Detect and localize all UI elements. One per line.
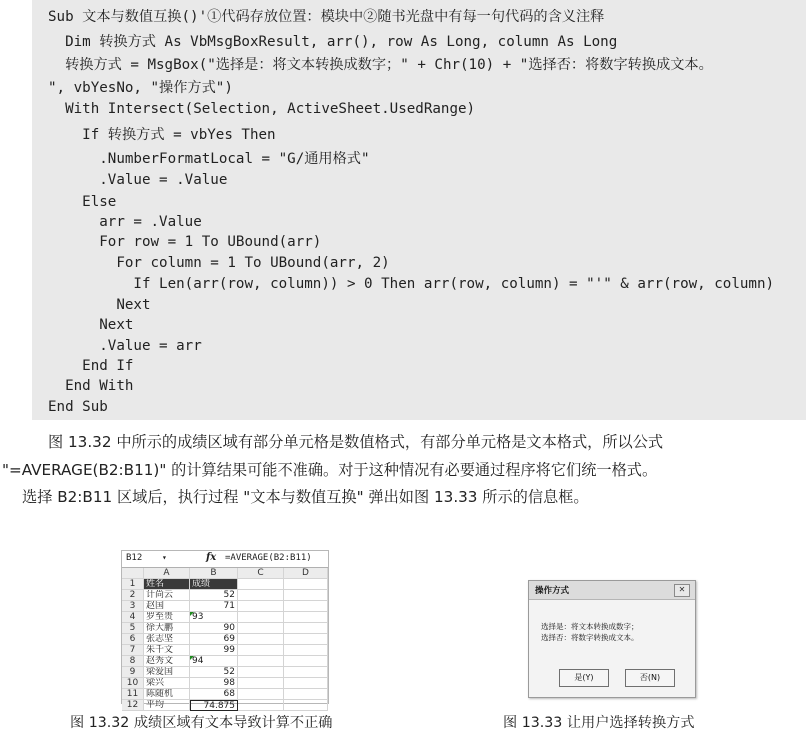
cell-name: 朱千文 — [144, 645, 190, 656]
formula-bar — [122, 551, 328, 568]
column-header: C — [238, 568, 284, 579]
column-header: B — [190, 568, 238, 579]
code-line: If 转换方式 = vbYes Then — [48, 127, 276, 143]
column-header: D — [284, 568, 328, 579]
dialog-title: 操作方式 — [535, 586, 570, 596]
text-format-marker-icon — [190, 612, 194, 616]
cell-empty — [284, 678, 328, 689]
code-line: End With — [48, 378, 134, 394]
code-line: .Value = arr — [48, 338, 202, 354]
cell-score: 74.875 — [190, 700, 238, 711]
cell-empty — [284, 634, 328, 645]
cell-name: 罗至贵 — [144, 612, 190, 623]
cell-name: 姓名 — [144, 579, 190, 590]
cell-empty — [238, 579, 284, 590]
code-line: 转换方式 = MsgBox("选择是：将文本转换成数字；" + Chr(10) + "选择否：将数字转换成文本。 — [48, 57, 713, 73]
code-line: .NumberFormatLocal = "G/通用格式" — [48, 151, 370, 167]
cell-name: 陈随机 — [144, 689, 190, 700]
sheet-grid — [122, 568, 328, 711]
code-line: End Sub — [48, 399, 108, 415]
select-all-corner — [122, 568, 144, 579]
body-paragraph: 选择 B2:B11 区域后，执行过程 "文本与数值互换" 弹出如图 13.33 所示的信息框。 — [22, 488, 589, 506]
row-header: 7 — [122, 645, 144, 656]
formula-text: =AVERAGE(B2:B11) — [225, 553, 312, 563]
cell-empty — [284, 667, 328, 678]
spreadsheet-figure — [121, 550, 329, 711]
row-header: 10 — [122, 678, 144, 689]
row-header: 11 — [122, 689, 144, 700]
cell-score: 94 — [190, 656, 238, 667]
cell-empty — [238, 590, 284, 601]
code-line: Dim 转换方式 As VbMsgBoxResult, arr(), row As Long, column As Long — [48, 34, 618, 50]
cell-empty — [284, 579, 328, 590]
cell-empty — [238, 634, 284, 645]
chevron-down-icon: ▾ — [162, 553, 167, 562]
cell-score: 52 — [190, 590, 238, 601]
cell-empty — [238, 700, 284, 711]
cell-score: 69 — [190, 634, 238, 645]
code-line: Sub 文本与数值互换()'①代码存放位置：模块中②随书光盘中有每一句代码的含义注释 — [48, 9, 605, 25]
figure-caption: 图 13.32 成绩区域有文本导致计算不正确 — [70, 715, 333, 731]
cell-empty — [238, 612, 284, 623]
cell-name: 赵秀文 — [144, 656, 190, 667]
cell-name: 梁兴 — [144, 678, 190, 689]
function-icon: fx — [206, 552, 217, 563]
cell-score: 68 — [190, 689, 238, 700]
code-block — [32, 0, 806, 420]
cell-empty — [238, 623, 284, 634]
name-box: B12 — [126, 553, 143, 563]
row-header: 2 — [122, 590, 144, 601]
code-line: With Intersect(Selection, ActiveSheet.UsedRange) — [48, 101, 476, 117]
cell-name: 徐大鹏 — [144, 623, 190, 634]
cell-score: 71 — [190, 601, 238, 612]
cell-score: 98 — [190, 678, 238, 689]
row-header: 5 — [122, 623, 144, 634]
cell-empty — [284, 623, 328, 634]
row-header: 8 — [122, 656, 144, 667]
figure-caption: 图 13.33 让用户选择转换方式 — [503, 715, 695, 731]
body-paragraph: "=AVERAGE(B2:B11)" 的计算结果可能不准确。对于这种情况有必要通过程序将它们统一格式。 — [2, 461, 658, 479]
code-line: Next — [48, 317, 134, 333]
row-header: 12 — [122, 700, 144, 711]
cell-empty — [284, 612, 328, 623]
code-line: arr = .Value — [48, 214, 202, 230]
cell-name: 张志坚 — [144, 634, 190, 645]
cell-empty — [238, 689, 284, 700]
dialog-title-bar — [529, 581, 695, 600]
dialog-message-line: 选择是：将文本转换成数字； — [541, 622, 639, 631]
cell-name: 梁爱国 — [144, 667, 190, 678]
cell-empty — [238, 667, 284, 678]
cell-score: 成绩 — [190, 579, 238, 590]
code-line: End If — [48, 358, 134, 374]
cell-name: 平均 — [144, 700, 190, 711]
cell-score: 52 — [190, 667, 238, 678]
cell-empty — [238, 645, 284, 656]
cell-empty — [284, 645, 328, 656]
body-paragraph: 图 13.32 中所示的成绩区域有部分单元格是数值格式，有部分单元格是文本格式，所以公式 — [48, 433, 664, 451]
cell-empty — [284, 700, 328, 711]
msgbox-dialog — [528, 580, 696, 698]
cell-name: 计尚云 — [144, 590, 190, 601]
cell-score: 93 — [190, 612, 238, 623]
cell-score: 90 — [190, 623, 238, 634]
cell-empty — [284, 590, 328, 601]
close-icon[interactable]: ✕ — [674, 584, 690, 597]
column-header: A — [144, 568, 190, 579]
cell-empty — [238, 678, 284, 689]
cell-empty — [284, 689, 328, 700]
row-header: 4 — [122, 612, 144, 623]
row-header: 3 — [122, 601, 144, 612]
row-header: 6 — [122, 634, 144, 645]
cell-empty — [238, 601, 284, 612]
yes-button[interactable]: 是(Y) — [559, 669, 609, 687]
row-header: 9 — [122, 667, 144, 678]
row-header: 1 — [122, 579, 144, 590]
code-line: .Value = .Value — [48, 172, 228, 188]
cell-empty — [284, 656, 328, 667]
code-line: ", vbYesNo, "操作方式") — [48, 80, 233, 96]
dialog-message-line: 选择否：将数字转换成文本。 — [541, 633, 639, 642]
no-button[interactable]: 否(N) — [625, 669, 675, 687]
code-line: For row = 1 To UBound(arr) — [48, 234, 322, 250]
code-line: For column = 1 To UBound(arr, 2) — [48, 255, 390, 271]
cell-name: 赵国 — [144, 601, 190, 612]
code-line: Else — [48, 194, 117, 210]
cell-empty — [238, 656, 284, 667]
code-line: Next — [48, 297, 151, 313]
cell-score: 99 — [190, 645, 238, 656]
code-line: If Len(arr(row, column)) > 0 Then arr(row, column) = "'" & arr(row, column) — [48, 276, 775, 292]
text-format-marker-icon — [190, 656, 194, 660]
cell-empty — [284, 601, 328, 612]
